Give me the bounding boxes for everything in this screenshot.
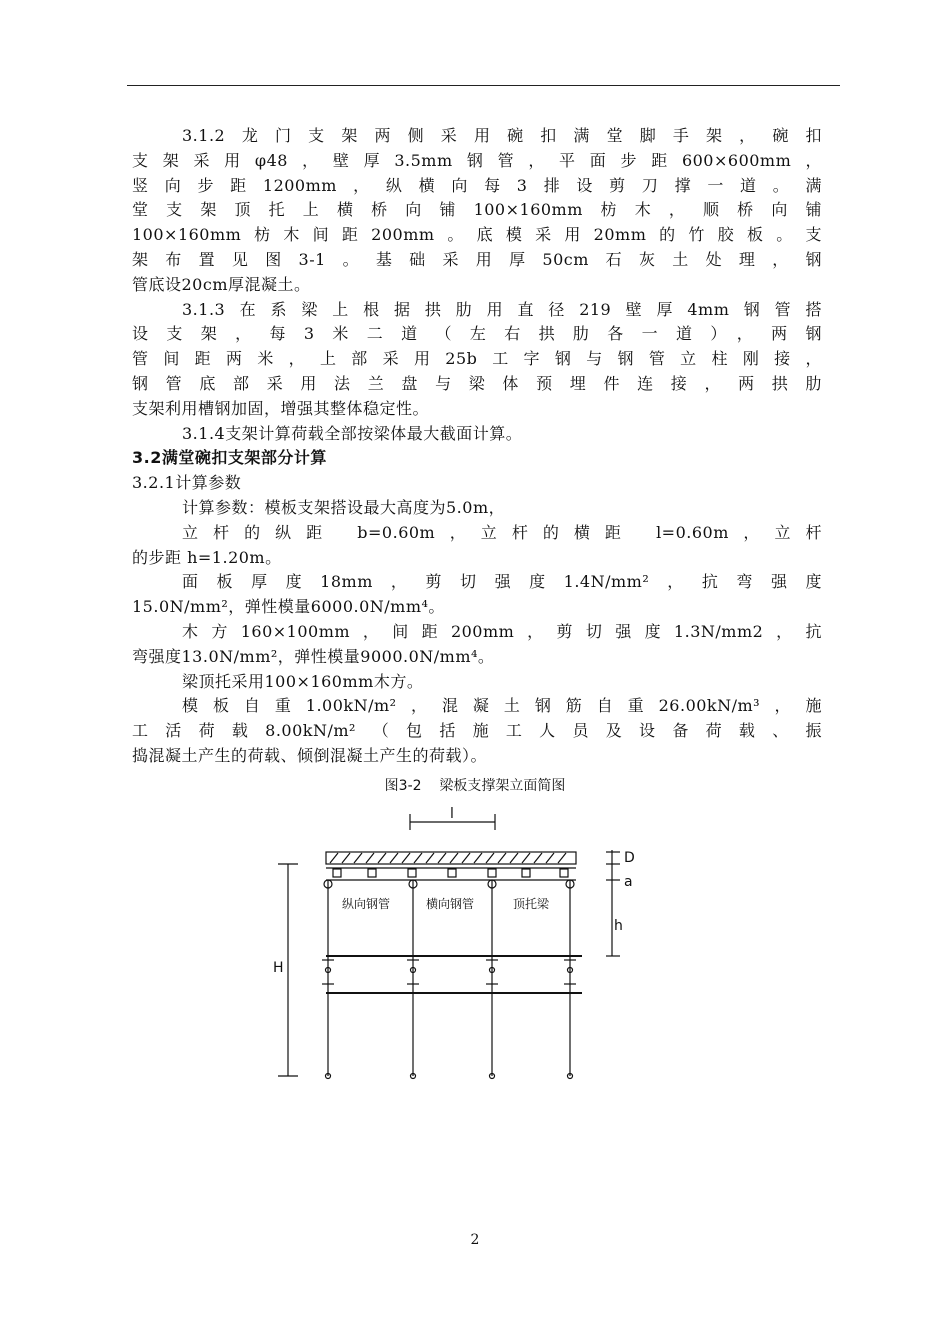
text-line: 立杆的纵距 b=0.60m，立杆的横距 l=0.60m，立杆 [182,522,822,542]
text-line: 3.1.3在系梁上根据拱肋用直径219壁厚4mm钢管搭 [182,299,822,319]
label-top-beam: 顶托梁 [513,897,550,911]
label-l: l [450,806,454,822]
header-rule [127,85,840,86]
text-line: 的步距 h=1.20m。 [132,547,282,567]
text-line: 工活荷载8.00kN/m²（包括施工人员及设备荷载、振 [132,721,822,741]
text-line: 堂支架顶托上横桥向铺100×160mm枋木，顺桥向铺 [132,200,822,220]
section-heading: 3.2满堂碗扣支架部分计算 [132,448,327,468]
page-number: 2 [470,1232,480,1248]
label-longitudinal: 纵向钢管 [342,897,391,911]
label-transverse: 横向钢管 [426,897,475,911]
text-line: 计算参数：模板支架搭设最大高度为5.0m， [182,497,506,517]
support-frame-diagram [260,800,660,1090]
text-line: 3.1.2龙门支架两侧采用碗扣满堂脚手架，碗扣 [182,126,822,145]
text-line: 梁顶托采用100×160mm木方。 [182,671,424,691]
text-line: 钢管底部采用法兰盘与梁体预埋件连接，两拱肋 [132,373,822,393]
label-h: h [614,918,623,934]
text-line: 捣混凝土产生的荷载、倾倒混凝土产生的荷载）。 [132,745,488,765]
text-line: 3.1.4支架计算荷载全部按梁体最大截面计算。 [182,423,523,443]
slab-hatch [330,853,566,863]
text-line: 管间距两米，上部采用25b工字钢与钢管立柱刚接， [132,349,822,369]
label-a: a [624,874,633,890]
label-D: D [624,850,635,866]
text-line: 支架采用φ48，壁厚3.5mm钢管，平面步距600×600mm， [132,150,822,170]
text-line: 15.0N/mm²，弹性模量6000.0N/mm⁴。 [132,597,445,617]
joists [333,869,568,877]
text-line: 架布置见图3-1。基础采用厚50cm石灰土处理，钢 [132,249,822,269]
text-line: 支架利用槽钢加固，增强其整体稳定性。 [132,398,430,418]
text-line: 模板自重1.00kN/m²，混凝土钢筋自重26.00kN/m³，施 [182,696,822,716]
figure-caption: 图3-2 梁板支撑架立面简图 [384,778,566,794]
text-line: 弯强度13.0N/mm²，弹性模量9000.0N/mm⁴。 [132,646,495,666]
document-body [132,124,822,769]
text-line: 竖向步距1200mm，纵横向每3排设剪刀撑一道。满 [132,175,822,195]
text-line: 管底设20cm厚混凝土。 [132,274,311,294]
label-H: H [273,960,284,976]
text-line: 设支架，每3米二道（左右拱肋各一道），两钢 [132,324,822,344]
text-line: 3.2.1计算参数 [132,473,242,493]
text-line: 面板厚度18mm，剪切强度1.4N/mm²，抗弯强度 [182,572,822,592]
text-line: 100×160mm枋木间距200mm。底模采用20mm的竹胶板。支 [132,225,822,245]
text-line: 木方160×100mm，间距200mm，剪切强度1.3N/mm2，抗 [182,621,822,641]
